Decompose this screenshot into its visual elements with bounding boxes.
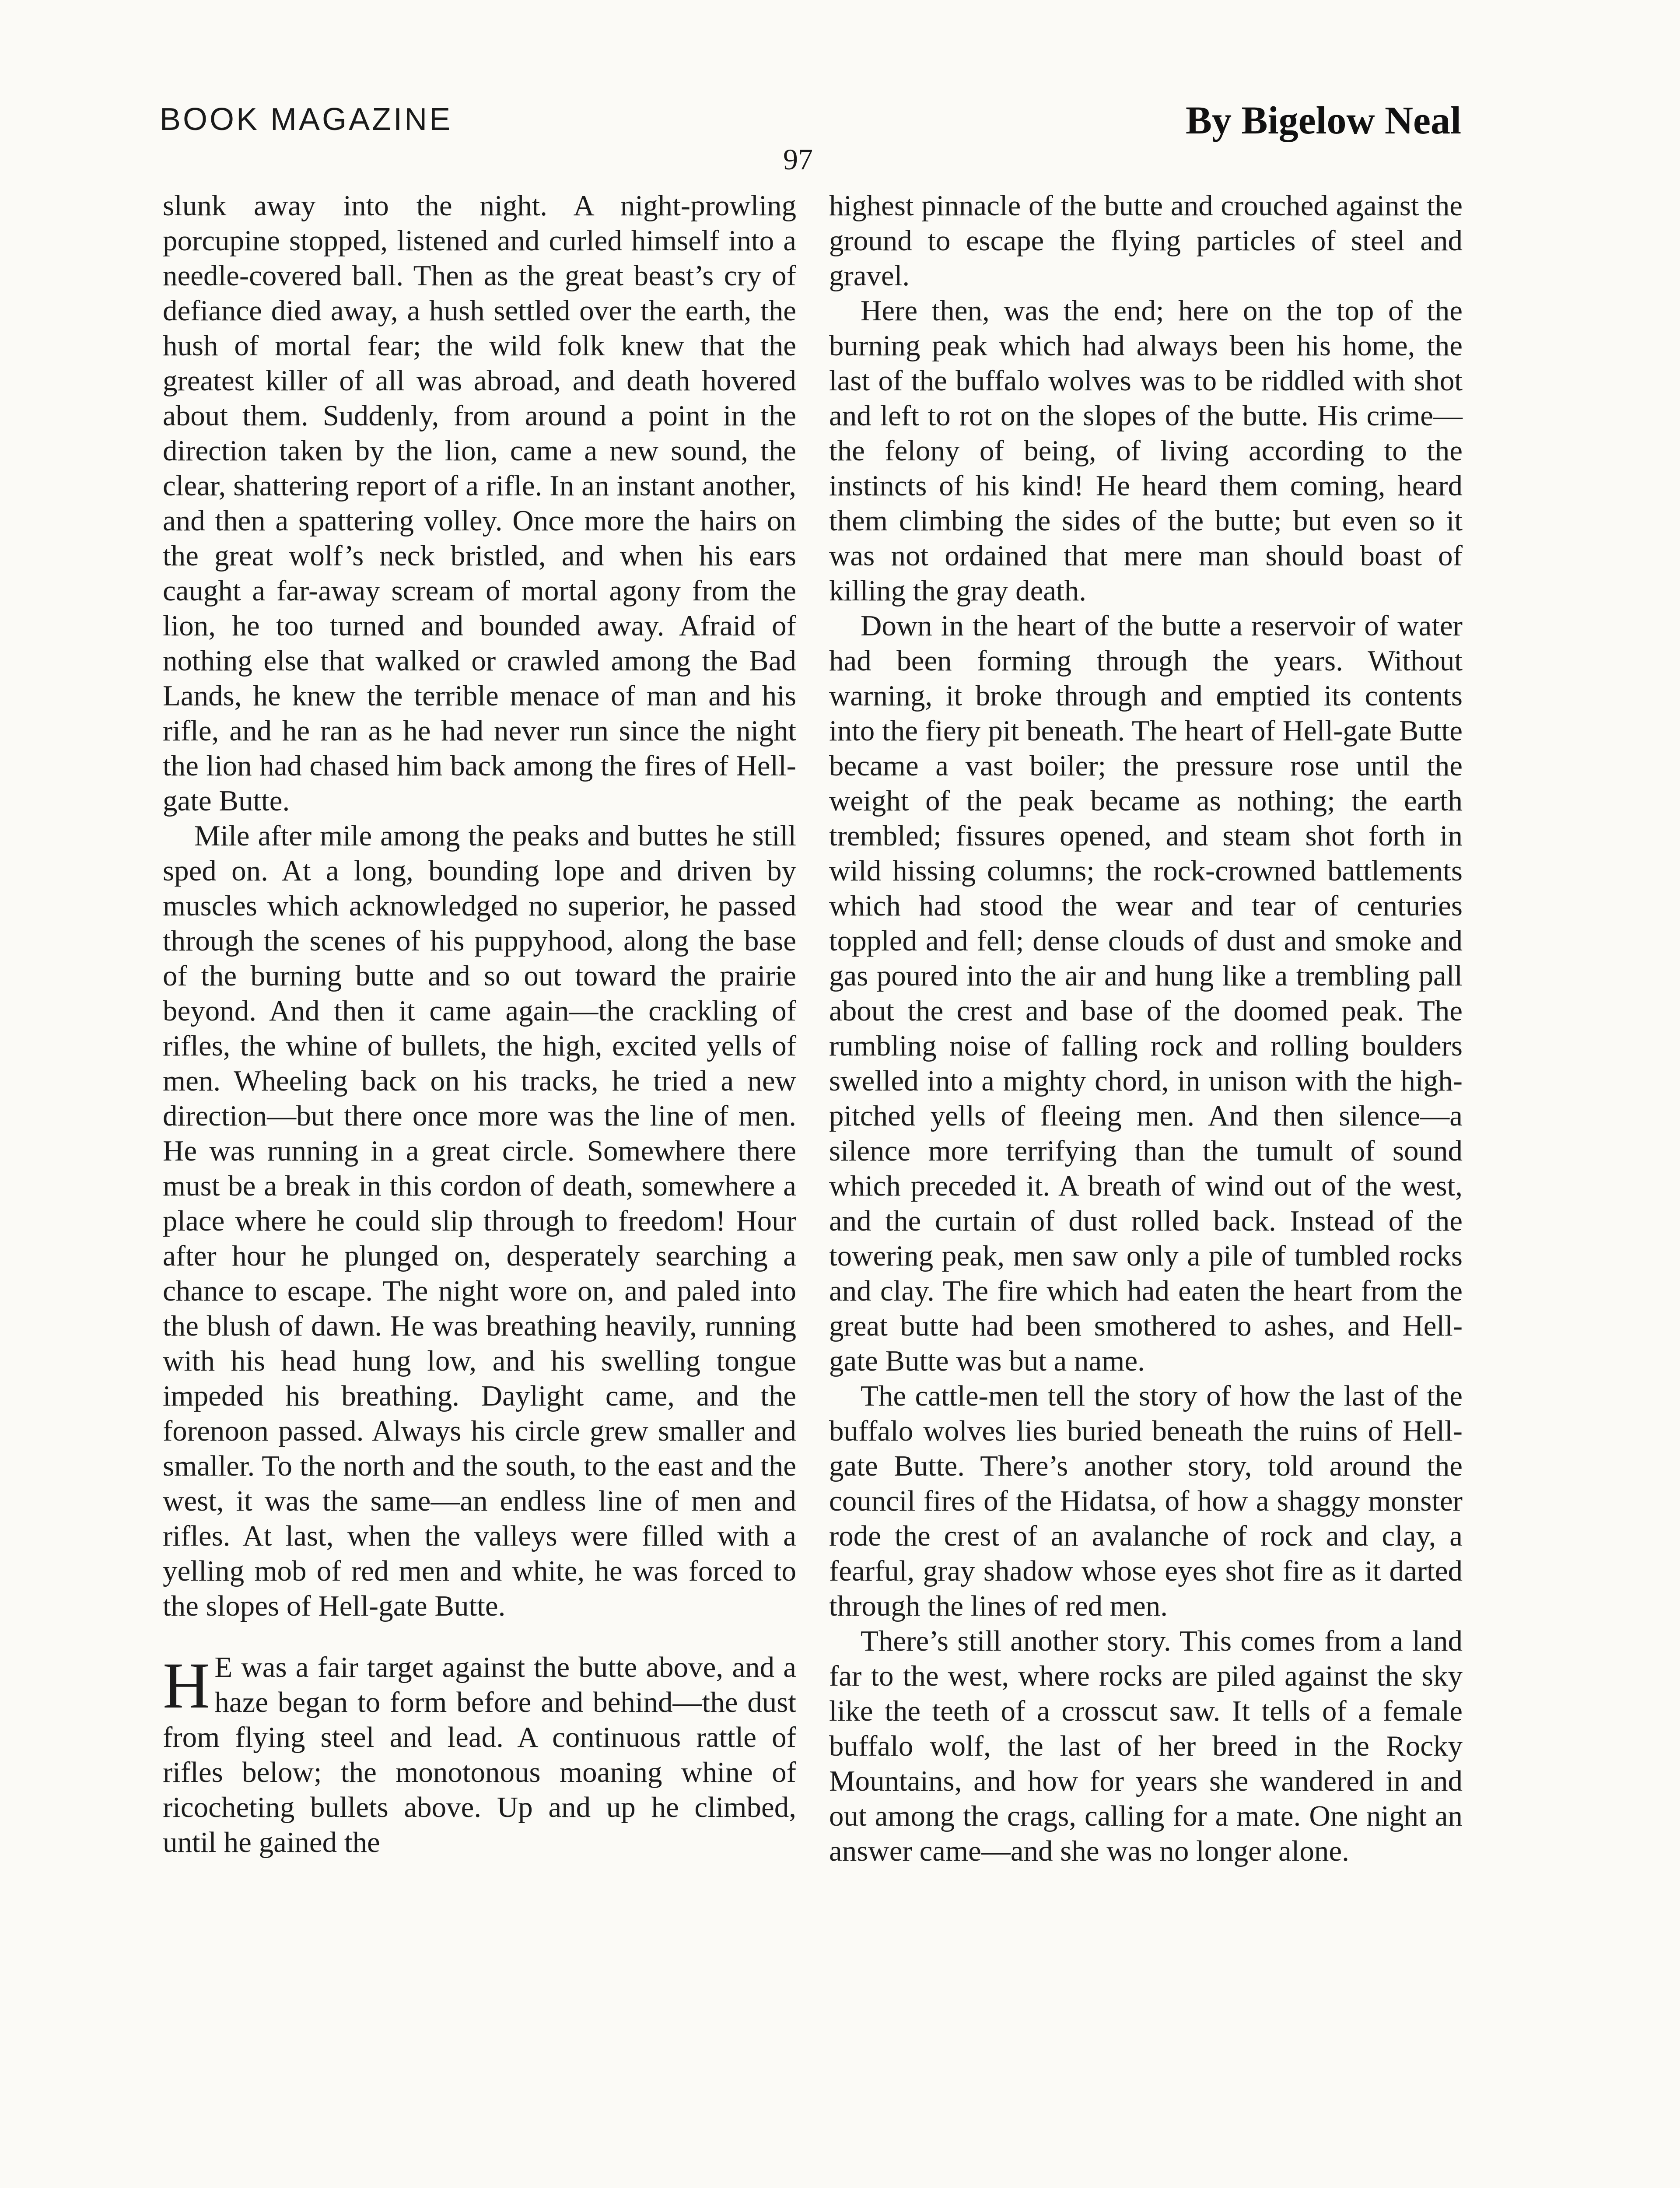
page-number: 97 [783,143,813,176]
magazine-title: BOOK MAGAZINE [160,102,453,137]
paragraph-text: E was a fair target against the butte above, and a haze began to form before and behind—the dust from flying steel and lead. A continuous rattle of rifles below; the monotonous moaning whine of ricocheting bullets above. Up and up he climbed, until he gained the [163,1651,796,1858]
right-column [829,188,1463,1869]
section-break [163,1623,796,1650]
author-byline: By Bigelow Neal [1186,99,1461,142]
paragraph: Here then, was the end; here on the top of the burning peak which had always been his home, the last of the buffalo wolves was to be riddled with shot and left to rot on the slopes of the butte. His crime—the felony of being, of living according to the instincts of his kind! He heard them coming, heard them climbing the sides of the butte; but even so it was not ordained that mere man should boast of killing the gray death. [829,295,1463,607]
paragraph: Mile after mile among the peaks and buttes he still sped on. At a long, bounding lope and driven by muscles which acknowledged no superior, he passed through the scenes of his puppyhood, along the base of the burning butte and so out toward the prairie beyond. And then it came again—the crackling of rifles, the whine of bullets, the high, excited yells of men. Wheeling back on his tracks, he tried a new direction—but there once more was the line of men. He was running in a great circle. Somewhere there must be a break in this cordon of death, somewhere a place where he could slip through to freedom! Hour after hour he plunged on, desperately searching a chance to escape. The night wore on, and paled into the blush of dawn. He was breathing heavily, running with his head hung low, and his swelling tongue impeded his breathing. Daylight came, and the forenoon passed. Always his circle grew smaller and smaller. To the north and the south, to the east and the west, it was the same—an endless line of men and rifles. At last, when the valleys were filled with a yelling mob of red men and white, he was forced to the slopes of Hell-gate Butte. [163,820,796,1622]
drop-cap: H [163,1649,210,1722]
paragraph: There’s still another story. This comes from a land far to the west, where rocks are piled against the sky like the teeth of a crosscut saw. It tells of a female buffalo wolf, the last of her breed in the Rocky Mountains, and how for years she wandered in and out among the crags, calling for a mate. One night an answer came—and she was no longer alone. [829,1625,1463,1867]
paragraph: The cattle-men tell the story of how the last of the buffalo wolves lies buried beneath the ruins of Hell-gate Butte. There’s another story, told around the council fires of the Hidatsa, of how a shaggy monster rode the crest of an avalanche of rock and clay, a fearful, gray shadow whose eyes shot fire as it darted through the lines of red men. [829,1380,1463,1622]
left-column [163,188,796,1860]
paragraph: slunk away into the night. A night-prowling porcupine stopped, listened and curled himself into a needle-covered ball. Then as the great beast’s cry of defiance died away, a hush settled over the earth, the hush of mortal fear; the wild folk knew that the greatest killer of all was abroad, and death hovered about them. Suddenly, from around a point in the direction taken by the lion, came a new sound, the clear, shattering report of a rifle. In an instant another, and then a spattering volley. Once more the hairs on the great wolf’s neck bristled, and when his ears caught a far-away scream of mortal agony from the lion, he too turned and bounded away. Afraid of nothing else that walked or crawled among the Bad Lands, he knew the terrible menace of man and his rifle, and he ran as he had never run since the night the lion had chased him back among the fires of Hell-gate Butte. [163,189,796,817]
paragraph-dropcap [163,1650,796,1860]
paragraph: highest pinnacle of the butte and crouched against the ground to escape the flying particles of steel and gravel. [829,189,1463,292]
paragraph: Down in the heart of the butte a reservoir of water had been forming through the years. Without warning, it broke through and emptied its contents into the fiery pit beneath. The heart of Hell-gate Butte became a vast boiler; the pressure rose until the weight of the peak became as nothing; the earth trembled; fissures opened, and steam shot forth in wild hissing columns; the rock-crowned battlements which had stood the wear and tear of centuries toppled and fell; dense clouds of dust and smoke and gas poured into the air and hung like a trembling pall about the crest and base of the doomed peak. The rumbling noise of falling rock and rolling boulders swelled into a mighty chord, in unison with the high-pitched yells of fleeing men. And then silence—a silence more terrifying than the tumult of sound which preceded it. A breath of wind out of the west, and the curtain of dust rolled back. Instead of the towering peak, men saw only a pile of tumbled rocks and clay. The fire which had eaten the heart from the great butte had been smothered to ashes, and Hell-gate Butte was but a name. [829,610,1463,1377]
